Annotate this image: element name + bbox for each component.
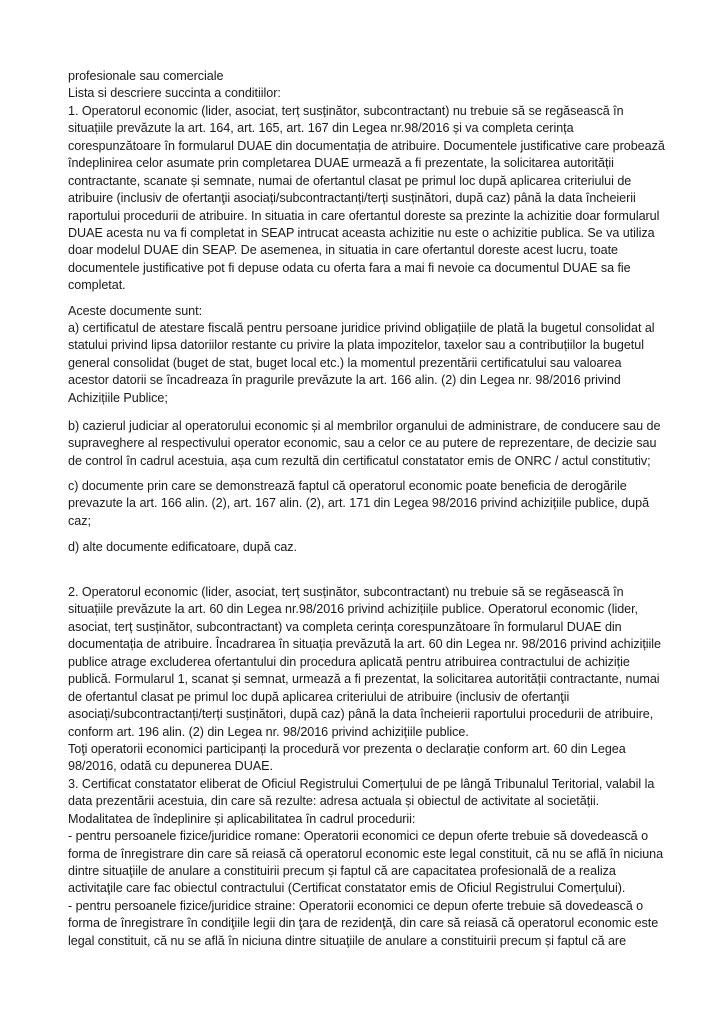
text-line: prevazute la art. 166 alin. (2), art. 167 alin. (2), art. 171 din Legea 98/2016 privind achizițiile publice, după — [68, 496, 650, 511]
text-line: publică. Formularul 1, scanat și semnat, urmează a fi prezentat, la solicitarea autorității contractante, numai — [68, 672, 660, 687]
text-line: data prezentării acestuia, din care să rezulte: adresa actuala și obiectul de activitate al societății. — [68, 794, 600, 809]
text-line: legal constituit, că nu se află în niciuna dintre situaţiile de anulare a constituirii precum și faptul că are — [68, 933, 627, 948]
text-line: conform art. 196 alin. (2) din Legea nr. 98/2016 privind achizițiile publice. — [68, 724, 469, 739]
text-line: doar modelul DUAE din SEAP. De asemenea, in situatia in care ofertantul doreste acest lucru, toate — [68, 243, 619, 258]
text-line: Modalitatea de îndeplinire și aplicabilitatea în cadrul procedurii: — [68, 811, 416, 826]
list-item-c — [68, 478, 708, 530]
intro-paragraph — [68, 68, 708, 295]
text-line: contractante, scanate și semnate, numai de ofertantul clasat pe primul loc după aplicarea criteriului de — [68, 173, 632, 188]
list-item-d — [68, 539, 708, 556]
text-line: c) documente prin care se demonstrează faptul că operatorul economic poate beneficia de derogările — [68, 479, 627, 493]
text-line: 98/2016, odată cu depunerea DUAE. — [68, 759, 273, 774]
section-2-paragraph — [68, 584, 708, 950]
text-line: a) certificatul de atestare fiscală pentru persoane juridice privind obligațiile de plată la bugetul consolidat al — [68, 321, 655, 335]
text-line: DUAE acesta nu va fi completat in SEAP intrucat aceasta achizitie nu este o achizitie publica. Se va utiliza — [68, 225, 655, 240]
text-line: 1. Operatorul economic (lider, asociat, terț susținător, subcontractant) nu trebuie să se regăsească în — [68, 103, 624, 118]
text-line: documentele justificative pot fi depuse odata cu oferta fara a mai fi nevoie ca documentul DUAE sa fie — [68, 260, 631, 275]
list-item-a — [68, 320, 708, 407]
text-line: statului privind lipsa datoriilor restante cu privire la plata impozitelor, taxelor sau a contribuțiilor la bugetul — [68, 338, 644, 353]
text-line: asociați/subcontractanți/terți susținători, după caz) până la data încheierii raportului procedurii de atribuire, — [68, 707, 654, 722]
text-line: profesionale sau comerciale — [68, 69, 224, 83]
text-line: - pentru persoanele fizice/juridice romane: Operatorii economici ce depun oferte trebuie să dovedească o — [68, 829, 649, 844]
text-line: situațiile prevăzute la art. 164, art. 165, art. 167 din Legea nr.98/2016 și va completa cerința — [68, 121, 574, 136]
text-line: general consolidat (buget de stat, buget local etc.) la momentul prezentării certificatului sau valoarea — [68, 355, 622, 370]
documents-heading — [68, 303, 708, 320]
text-line: Lista si descriere succinta a conditiilor: — [68, 86, 281, 101]
text-line: atribuire (inclusiv de ofertanţii asociați/subcontractanți/terți susținători, după caz) până la data încheierii — [68, 191, 636, 206]
text-line: b) cazierul judiciar al operatorului economic și al membrilor organului de administrare, de conducere sau de — [68, 419, 661, 433]
text-line: Achizițiile Publice; — [68, 390, 168, 405]
text-line: corespunzătoare în formularul DUAE din documentația de atribuire. Documentele justificative care probează — [68, 138, 665, 153]
text-line: situațiile prevăzute la art. 60 din Legea nr.98/2016 privind achizițiile publice. Operatorul economic (lider, — [68, 602, 638, 617]
text-line: supraveghere al respectivului operator economic, sau a celor ce au putere de reprezentare, de decizie sau — [68, 436, 657, 451]
text-line: publice atrage excluderea ofertantului din procedura aplicată pentru atribuirea contractului de achiziție — [68, 654, 630, 669]
text-line: d) alte documente edificatoare, după caz. — [68, 540, 297, 554]
text-line: 2. Operatorul economic (lider, asociat, terț susținător, subcontractant) nu trebuie să se regăsească în — [68, 585, 624, 599]
text-line: îndeplinirea celor asumate prin completarea DUAE urmează a fi prezentate, la solicitarea autorității — [68, 156, 614, 171]
text-line: - pentru persoanele fizice/juridice straine: Operatorii economici ce depun oferte trebuie să dovedească o — [68, 898, 644, 913]
text-line: 3. Certificat constatator eliberat de Oficiul Registrului Comerțului de pe lângă Tribunalul Teritorial, valabil la — [68, 776, 655, 791]
text-line: de ofertantul clasat pe primul loc după aplicarea criteriului de atribuire (inclusiv de ofertanţii — [68, 689, 570, 704]
text-line: raportului procedurii de atribuire. In situatia in care ofertantul doreste sa prezinte la achizitie doar formularul — [68, 208, 660, 223]
text-line: activitaţile care fac obiectul contractului (Certificat constatator emis de Oficiul Registrului Comerțului). — [68, 881, 626, 896]
text-line: de control în cadrul acestuia, așa cum rezultă din certificatul constatator emis de ONRC / actul constitutiv; — [68, 453, 651, 468]
text-line: forma de înregistrare din care să reiasă că operatorul economic este legal constituit, că nu se află în niciuna — [68, 846, 664, 861]
text-line: forma de înregistrare în condiţiile legii din ţara de rezidenţă, din care să reiasă că operatorul economic este — [68, 916, 659, 931]
list-item-b — [68, 418, 708, 470]
text-line: documentația de atribuire. Încadrarea în situația prevăzută la art. 60 din Legea nr. 98/2016 privind achizițiile — [68, 637, 661, 652]
heading-line: Aceste documente sunt: — [68, 304, 203, 318]
text-line: Toţi operatorii economici participanți la procedură vor prezenta o declarație conform art. 60 din Legea — [68, 741, 626, 756]
text-line: asociat, terț susținător, subcontractant) va completa cerința corespunzătoare în formularul DUAE din — [68, 619, 622, 634]
text-line: acestor datorii se încadreaza în pragurile prevăzute la art. 166 alin. (2) din Legea nr. 98/2016 privind — [68, 373, 621, 388]
text-line: completat. — [68, 278, 126, 293]
text-line: dintre situaţiile de anulare a constituirii precum și faptul că are capacitatea profesională de a realiza — [68, 864, 616, 878]
text-line: caz; — [68, 513, 91, 528]
